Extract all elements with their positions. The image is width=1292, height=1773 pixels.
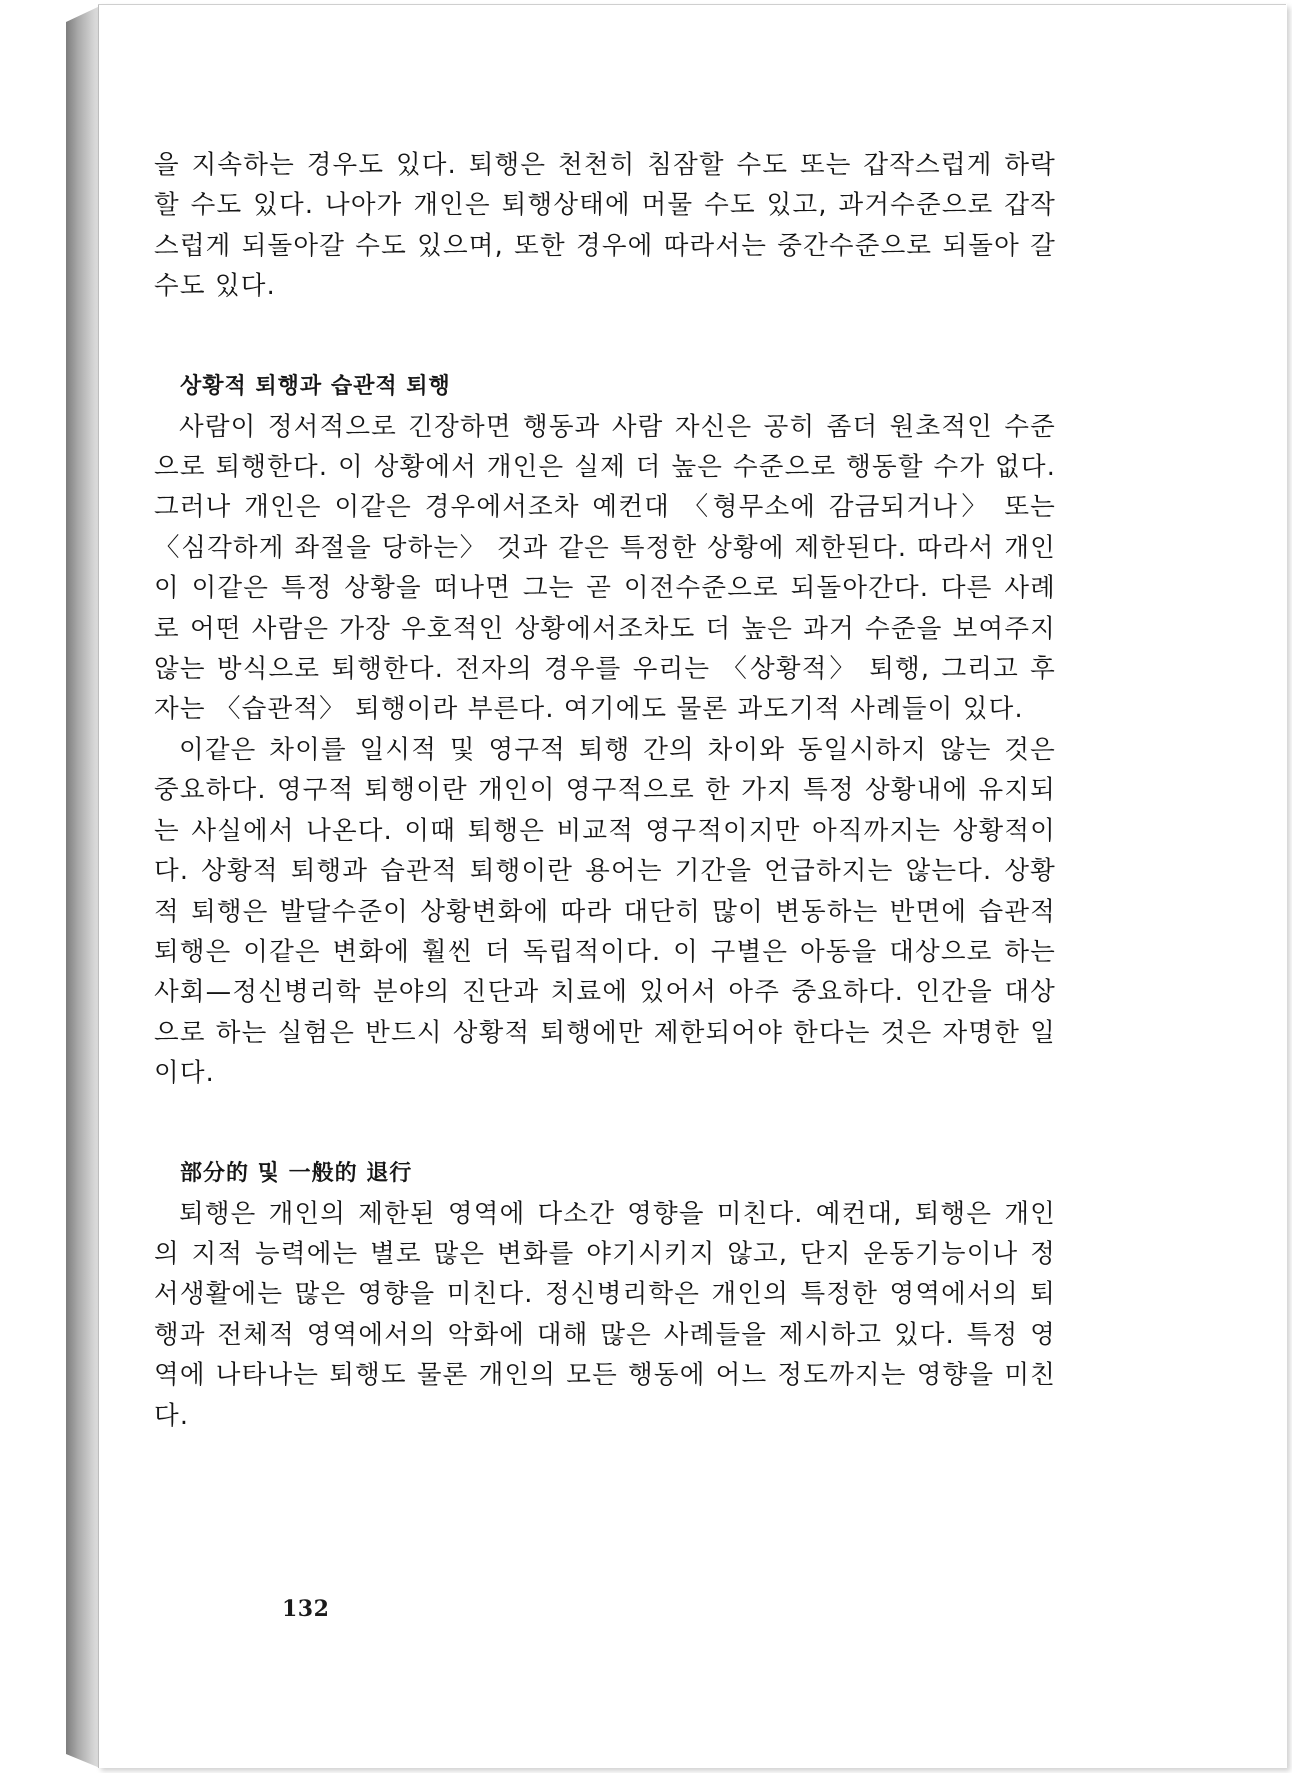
page-body bbox=[154, 145, 1056, 1436]
paragraph-continuation: 을 지속하는 경우도 있다. 퇴행은 천천히 침잠할 수도 또는 갑작스럽게 하락할 수도 있다. 나아가 개인은 퇴행상태에 머물 수도 있고, 과거수준으로 갑작스럽게 되돌아갈 수도 있으며, 또한 경우에 따라서는 중간수준으로 되돌아 갈 수도 있다. bbox=[154, 150, 1056, 302]
section-heading-situational-habitual-regression: 상황적 퇴행과 습관적 퇴행 bbox=[180, 373, 451, 399]
paragraph-temporary-permanent-distinction: 이같은 차이를 일시적 및 영구적 퇴행 간의 차이와 동일시하지 않는 것은 중요하다. 영구적 퇴행이란 개인이 영구적으로 한 가지 특정 상황내에 유지되는 사실에서 나온다. 이때 퇴행은 비교적 영구적이지만 아직까지는 상황적이다. 상황적 퇴행과 습관적 퇴행이란 용어는 기간을 언급하지는 않는다. 상황적 퇴행은 발달수준이 상황변화에 따라 대단히 많이 변동하는 반면에 습관적 퇴행은 이같은 변화에 훨씬 더 독립적이다. 이 구별은 아동을 대상으로 하는 사회—정신병리학 분야의 진단과 치료에 있어서 아주 중요하다. 인간을 대상으로 하는 실험은 반드시 상황적 퇴행에만 제한되어야 한다는 것은 자명한 일이다. bbox=[154, 734, 1056, 1089]
page-number: 132 bbox=[282, 1596, 330, 1622]
book-spine bbox=[66, 6, 100, 1768]
section-heading-partial-general-regression: 部分的 및 一般的 退行 bbox=[180, 1160, 413, 1186]
page-top-edge bbox=[98, 4, 1286, 5]
paragraph-partial-regression: 퇴행은 개인의 제한된 영역에 다소간 영향을 미친다. 예컨대, 퇴행은 개인의 지적 능력에는 별로 많은 변화를 야기시키지 않고, 단지 운동기능이나 정서생활에는 많은 영향을 미친다. 정신병리학은 개인의 특정한 영역에서의 퇴행과 전체적 영역에서의 악화에 대해 많은 사례들을 제시하고 있다. 특정 영역에 나타나는 퇴행도 물론 개인의 모든 행동에 어느 정도까지는 영향을 미친다. bbox=[154, 1198, 1056, 1431]
paragraph-situational-regression: 사람이 정서적으로 긴장하면 행동과 사람 자신은 공히 좀더 원초적인 수준으로 퇴행한다. 이 상황에서 개인은 실제 더 높은 수준으로 행동할 수가 없다. 그러나 개인은 이같은 경우에서조차 예컨대 〈형무소에 감금되거나〉 또는 〈심각하게 좌절을 당하는〉 것과 같은 특정한 상황에 제한된다. 따라서 개인이 이같은 특정 상황을 떠나면 그는 곧 이전수준으로 되돌아간다. 다른 사례로 어떤 사람은 가장 우호적인 상황에서조차도 더 높은 과거 수준을 보여주지 않는 방식으로 퇴행한다. 전자의 경우를 우리는 〈상황적〉 퇴행, 그리고 후자는 〈습관적〉 퇴행이라 부른다. 여기에도 물론 과도기적 사례들이 있다. bbox=[154, 411, 1056, 725]
